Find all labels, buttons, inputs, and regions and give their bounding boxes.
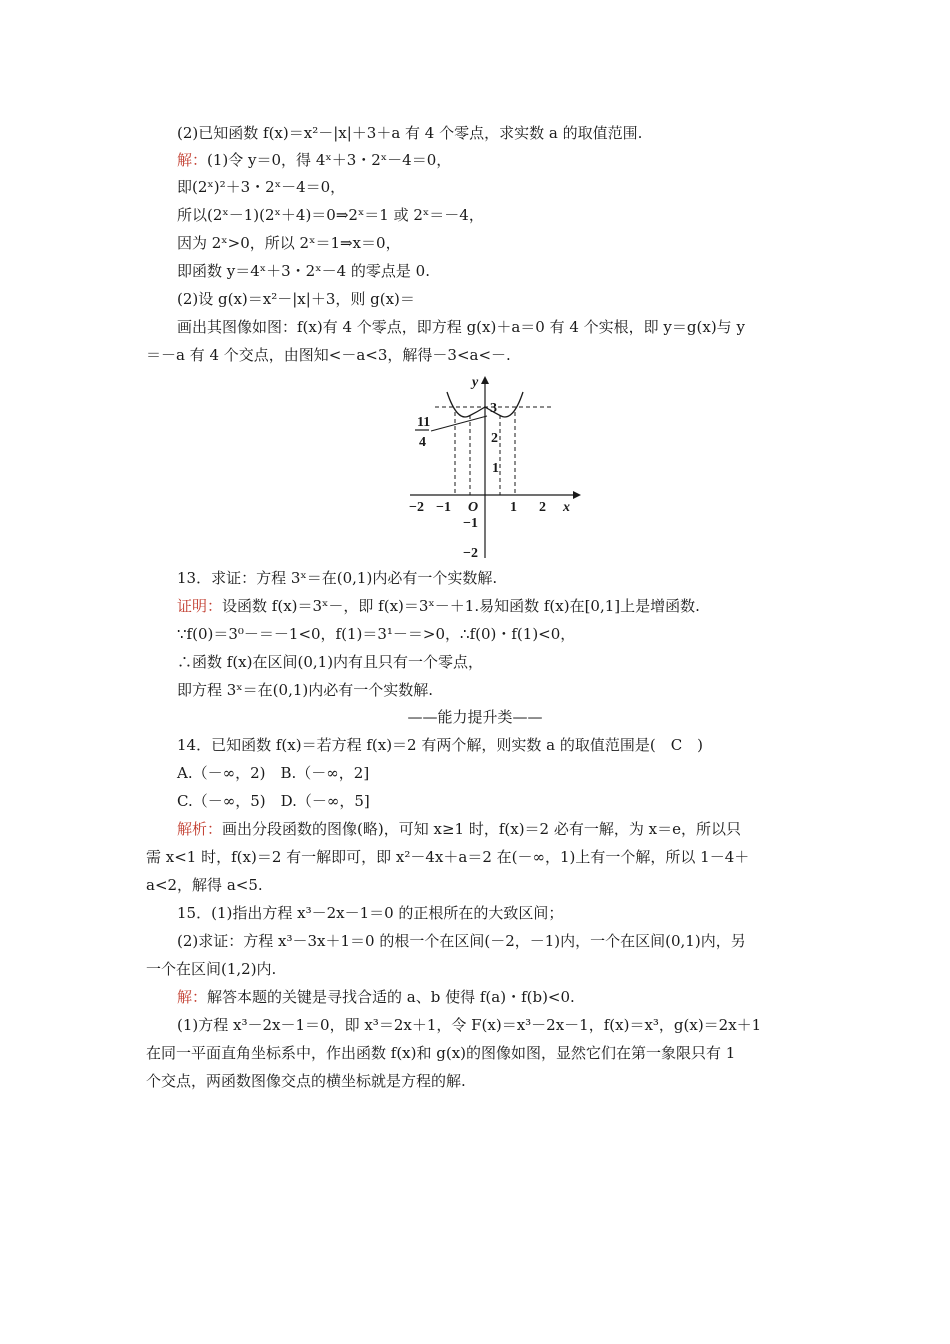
text-line: ＝－a 有 4 个交点，由图知<－a<3，解得－3<a<－. [146, 346, 511, 364]
text-line: 一个在区间(1,2)内. [146, 960, 277, 978]
x-tick-label: −1 [436, 500, 451, 515]
text-line: 15．(1)指出方程 x³－2x－1＝0 的正根所在的大致区间； [177, 904, 564, 922]
text-line: 所以(2ˣ－1)(2ˣ＋4)＝0⇒2ˣ＝1 或 2ˣ＝－4， [177, 206, 484, 224]
text-line: (2)求证：方程 x³－3x＋1＝0 的根一个在区间(－2，－1)内，一个在区间(0,1)内，另 [177, 932, 746, 950]
text-line: ∵f(0)＝3⁰－＝－1<0，f(1)＝3¹－＝>0，∴f(0)・f(1)<0， [177, 625, 576, 643]
text-line: 个交点，两函数图像交点的横坐标就是方程的解. [146, 1072, 466, 1090]
text-line: (2)已知函数 f(x)＝x²－|x|＋3＋a 有 4 个零点，求实数 a 的取值范围. [177, 124, 643, 142]
x-axis-arrow [573, 491, 581, 499]
annotation-numerator: 11 [417, 415, 431, 430]
option-line: A.（－∞，2) B.（－∞，2] [177, 764, 370, 782]
text-line: 解析：画出分段函数的图像(略)，可知 x≥1 时，f(x)＝2 必有一解，为 x＝e，所以只 [177, 820, 741, 838]
x-tick-label: 2 [539, 500, 546, 515]
solution-label: 解： [177, 988, 208, 1006]
y-tick-label: 1 [492, 461, 499, 476]
y-tick-label: 2 [491, 431, 498, 446]
text-line: 解：解答本题的关键是寻找合适的 a、b 使得 f(a)・f(b)<0. [177, 988, 575, 1006]
origin-label: O [468, 500, 479, 515]
y-tick-label: 3 [490, 401, 497, 416]
text-line: 解：(1)令 y＝0，得 4ˣ＋3・2ˣ－4＝0， [177, 151, 452, 169]
text-line: 证明：设函数 f(x)＝3ˣ－，即 f(x)＝3ˣ－＋1.易知函数 f(x)在[0,1]上是增函数. [177, 597, 700, 615]
y-axis-arrow [481, 376, 489, 384]
text-line: 需 x<1 时，f(x)＝2 有一解即可，即 x²－4x＋a＝2 在(－∞，1)上有一个解，所以 1－4＋ [146, 848, 750, 866]
text-line: 因为 2ˣ>0，所以 2ˣ＝1⇒x＝0， [177, 234, 401, 252]
text-line: 13．求证：方程 3ˣ＝在(0,1)内必有一个实数解. [177, 569, 498, 587]
x-axis-label: x [563, 500, 570, 515]
y-tick-label: −2 [463, 546, 478, 561]
text-line: 即(2ˣ)²＋3・2ˣ－4＝0， [177, 178, 346, 196]
section-heading: ——能力提升类—— [407, 708, 543, 726]
text-line: 在同一平面直角坐标系中，作出函数 f(x)和 g(x)的图像如图，显然它们在第一象限只有 1 [146, 1044, 736, 1062]
x-tick-label: 1 [510, 500, 517, 515]
text-line: (1)方程 x³－2x－1＝0，即 x³＝2x＋1，令 F(x)＝x³－2x－1，f(x)＝x³，g(x)＝2x＋1 [177, 1016, 762, 1034]
x-tick-label: −2 [409, 500, 424, 515]
option-line: C.（－∞，5) D.（－∞，5] [177, 792, 370, 810]
proof-label: 证明： [177, 597, 223, 615]
text-line: ∴函数 f(x)在区间(0,1)内有且只有一个零点， [177, 653, 484, 671]
text-line: 即方程 3ˣ＝在(0,1)内必有一个实数解. [177, 681, 433, 699]
text-line: (2)设 g(x)＝x²－|x|＋3，则 g(x)＝ [177, 290, 415, 308]
solution-label: 解： [177, 151, 208, 169]
analysis-label: 解析： [177, 820, 223, 838]
text-line: 即函数 y＝4ˣ＋3・2ˣ－4 的零点是 0. [177, 262, 430, 280]
text-line: a<2，解得 a<5. [146, 876, 263, 894]
y-tick-label: −1 [463, 516, 478, 531]
annotation-pointer [431, 416, 487, 431]
function-graph [405, 370, 585, 570]
annotation-denominator: 4 [419, 435, 426, 450]
text-line: 14．已知函数 f(x)＝若方程 f(x)＝2 有两个解，则实数 a 的取值范围是( C ) [177, 736, 704, 754]
text-line: 画出其图像如图：f(x)有 4 个零点，即方程 g(x)＋a＝0 有 4 个实根，即 y＝g(x)与 y [177, 318, 745, 336]
y-axis-label: y [472, 375, 479, 390]
